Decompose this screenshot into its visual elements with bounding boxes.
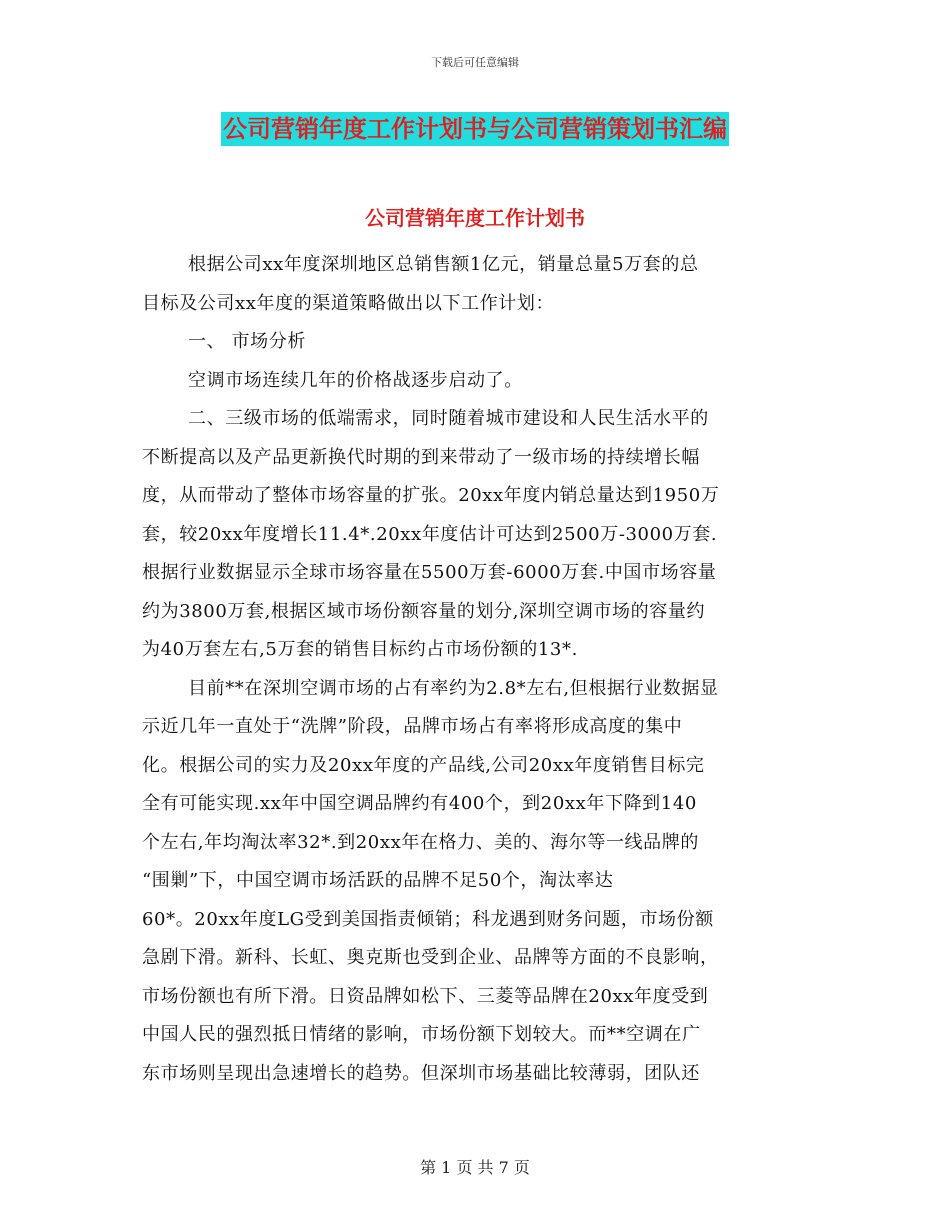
paragraph-line: 约为3800万套,根据区域市场份额容量的划分,深圳空调市场的容量约 bbox=[142, 600, 706, 622]
paragraph-line: 二、三级市场的低端需求，同时随着城市建设和人民生活水平的 bbox=[188, 408, 709, 429]
section-title: 公司营销年度工作计划书 bbox=[365, 206, 585, 230]
paragraph-line: 个左右,年均淘汰率32*.到20xx年在格力、美的、海尔等一线品牌的 bbox=[142, 831, 699, 853]
paragraph-line: 一、 市场分析 bbox=[188, 331, 306, 352]
paragraph-line: 目标及公司xx年度的渠道策略做出以下工作计划： bbox=[142, 292, 555, 314]
paragraph-line: 示近几年一直处于“洗牌”阶段，品牌市场占有率将形成高度的集中 bbox=[142, 716, 683, 737]
document-title: 公司营销年度工作计划书与公司营销策划书汇编 bbox=[221, 112, 729, 146]
paragraph-line: 东市场则呈现出急速增长的趋势。但深圳市场基础比较薄弱，团队还 bbox=[142, 1062, 700, 1084]
paragraph-line: 全有可能实现.xx年中国空调品牌约有400个，到20xx年下降到140 bbox=[142, 793, 697, 814]
paragraph-line: 根据公司xx年度深圳地区总销售额1亿元，销量总量5万套的总 bbox=[188, 254, 699, 275]
paragraph-line: 空调市场连续几年的价格战逐步启动了。 bbox=[188, 369, 523, 391]
paragraph-line: 中国人民的强烈抵日情绪的影响，市场份额下划较大。而**空调在广 bbox=[142, 1024, 701, 1045]
paragraph-line: 目前**在深圳空调市场的占有率约为2.8*左右,但根据行业数据显 bbox=[188, 677, 719, 699]
paragraph-line: 为40万套左右,5万套的销售目标约占市场份额的13*. bbox=[142, 639, 578, 660]
body-text bbox=[142, 246, 812, 1093]
paragraph-line: 不断提高以及产品更新换代时期的到来带动了一级市场的持续增长幅 bbox=[142, 446, 700, 468]
page-header-note: 下载后可任意编辑 bbox=[431, 56, 519, 69]
paragraph-line: 根据行业数据显示全球市场容量在5500万套-6000万套.中国市场容量 bbox=[142, 562, 717, 583]
page-number: 第 1 页 共 7 页 bbox=[420, 1158, 530, 1177]
document-title-container bbox=[0, 112, 950, 146]
paragraph-line: 市场份额也有所下滑。日资品牌如松下、三菱等品牌在20xx年度受到 bbox=[142, 985, 709, 1007]
paragraph-line: 套，较20xx年度增长11.4*.20xx年度估计可达到2500万-3000万套. bbox=[142, 523, 718, 545]
paragraph-line: 60*。20xx年度LG受到美国指责倾销；科龙遇到财务问题，市场份额 bbox=[142, 908, 714, 930]
paragraph-line: “围剿”下，中国空调市场活跃的品牌不足50个，淘汰率达 bbox=[142, 870, 614, 891]
paragraph-line: 化。根据公司的实力及20xx年度的产品线,公司20xx年度销售目标完 bbox=[142, 754, 705, 776]
paragraph-line: 度，从而带动了整体市场容量的扩张。20xx年度内销总量达到1950万 bbox=[142, 485, 720, 506]
paragraph-line: 急剧下滑。新科、长虹、奥克斯也受到企业、品牌等方面的不良影响， bbox=[142, 947, 719, 968]
